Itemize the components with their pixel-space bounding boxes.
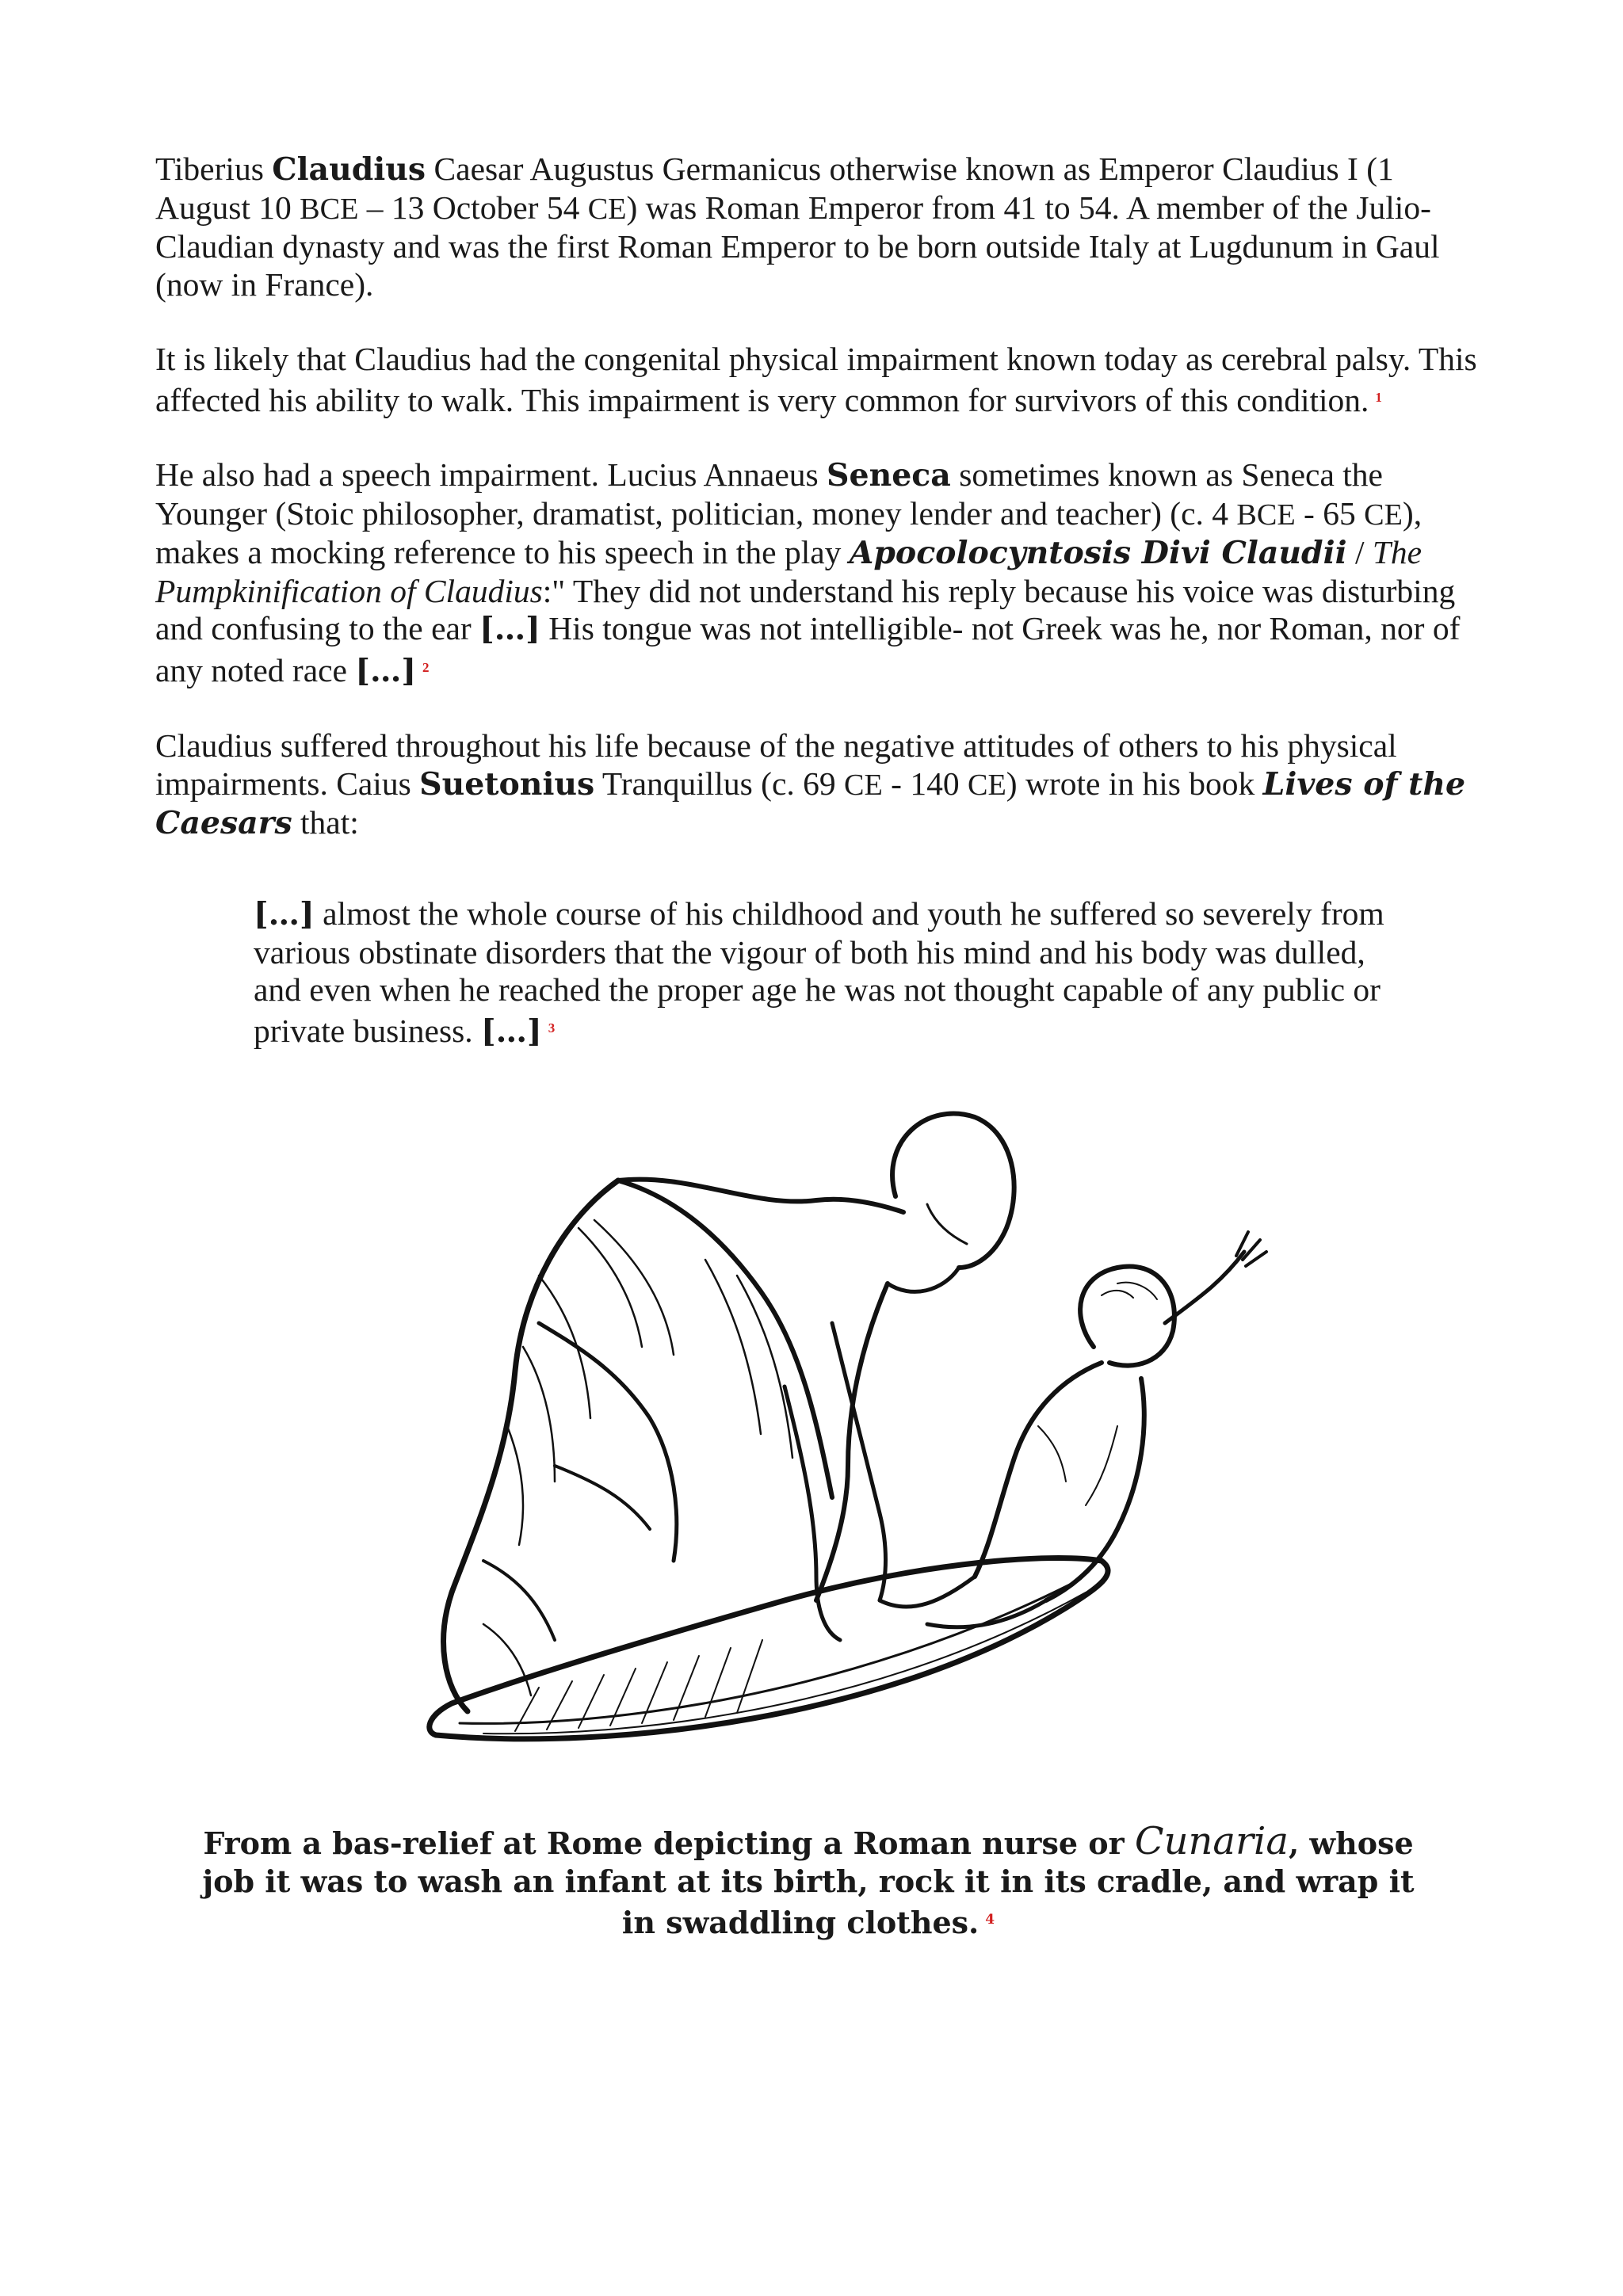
text-run: that: [292,804,359,841]
text-run: / [1346,534,1373,570]
text-run: Tiberius [155,151,273,187]
text-run: Tranquillus (c. 69 [594,765,844,802]
footnote-marker[interactable]: 4 [985,1912,995,1928]
caption-term-cunaria: Cunaria [1134,1819,1289,1863]
text-run: sometimes known as Seneca the Younger (Stoic philosopher, dramatist, politician, money lender and teacher) (c. 4 [155,456,1383,532]
ellipsis-bracket: […] [479,611,540,647]
paragraph-claudius-intro [155,151,1487,303]
caption-text: , whose job it was to wash an infant at its birth, rock it in its cradle, and wrap it in swaddling clothes. [202,1825,1415,1940]
text-run: Claudius suffered throughout his life because of the negative attitudes of others to his physical impairments. Caius [155,727,1397,802]
ellipsis-bracket: […] [254,896,315,933]
era-ce: CE [587,192,627,226]
footnote-marker[interactable]: 1 [1375,389,1382,405]
bold-name-seneca: Seneca [827,457,951,494]
roman-nurse-illustration [277,1085,1387,1791]
bold-name-suetonius: Suetonius [419,765,595,803]
era-bce: BCE [300,192,359,226]
text-run: His tongue was not intelligible- not Greek was he, nor Roman, nor of any noted race [155,610,1461,688]
paragraph-cerebral-palsy [155,341,1487,419]
footnote-marker[interactable]: 2 [422,659,430,675]
era-ce: CE [967,768,1006,802]
ellipsis-bracket: […] [355,652,417,689]
text-run: :" They did not understand his reply because his voice was disturbing and confusing to the ear [155,572,1456,646]
text-run: ), makes a mocking reference to his speech in the play [155,494,1423,570]
ellipsis-bracket: […] [481,1013,542,1050]
text-run: Caesar Augustus Germanicus otherwise known as Emperor Claudius I (1 August 10 [155,151,1394,226]
block-quote-suetonius [254,895,1411,1051]
body-text [155,151,1487,880]
work-title-pumpkinification: The Pumpkinification of Claudius [155,534,1423,609]
text-run: ) was Roman Emperor from 41 to 54. A member of the Julio-Claudian dynasty and was the first Roman Emperor to be born outside Italy at Lugdunum in Gaul (now in France). [155,189,1440,303]
engraving-drawing [277,1085,1387,1791]
era-ce: CE [1364,498,1403,532]
paragraph-speech-impairment [155,456,1487,690]
text-run: It is likely that Claudius had the congenital physical impairment known today as cerebral palsy. This affected his ability to walk. This impairment is very common for survivors of this condition. [155,341,1477,418]
work-title-apocolocyntosis: Apocolocyntosis Divi Claudii [849,535,1347,571]
text-run: He also had a speech impairment. Lucius Annaeus [155,456,827,493]
text-run: ) wrote in his book [1006,765,1263,802]
footnote-marker[interactable]: 3 [548,1020,556,1035]
text-run: - 140 [882,765,968,802]
work-title-lives-of-the-caesars: Lives of the Caesars [155,765,1466,841]
figure-caption [198,1819,1419,1942]
era-bce: BCE [1236,498,1296,532]
quote-text: almost the whole course of his childhood and youth he suffered so severely from various obstinate disorders that the vigour of both his mind and his body was dulled, and even when he reached the proper age he was not thought capable of any public or private business. [254,895,1384,1049]
era-ce: CE [844,768,883,802]
paragraph-suetonius [155,727,1487,843]
text-run: - 65 [1295,494,1365,532]
caption-text: From a bas-relief at Rome depicting a Roman nurse or [203,1825,1135,1861]
text-run: – 13 October 54 [358,189,588,226]
bold-name-claudius: Claudius [272,151,426,188]
